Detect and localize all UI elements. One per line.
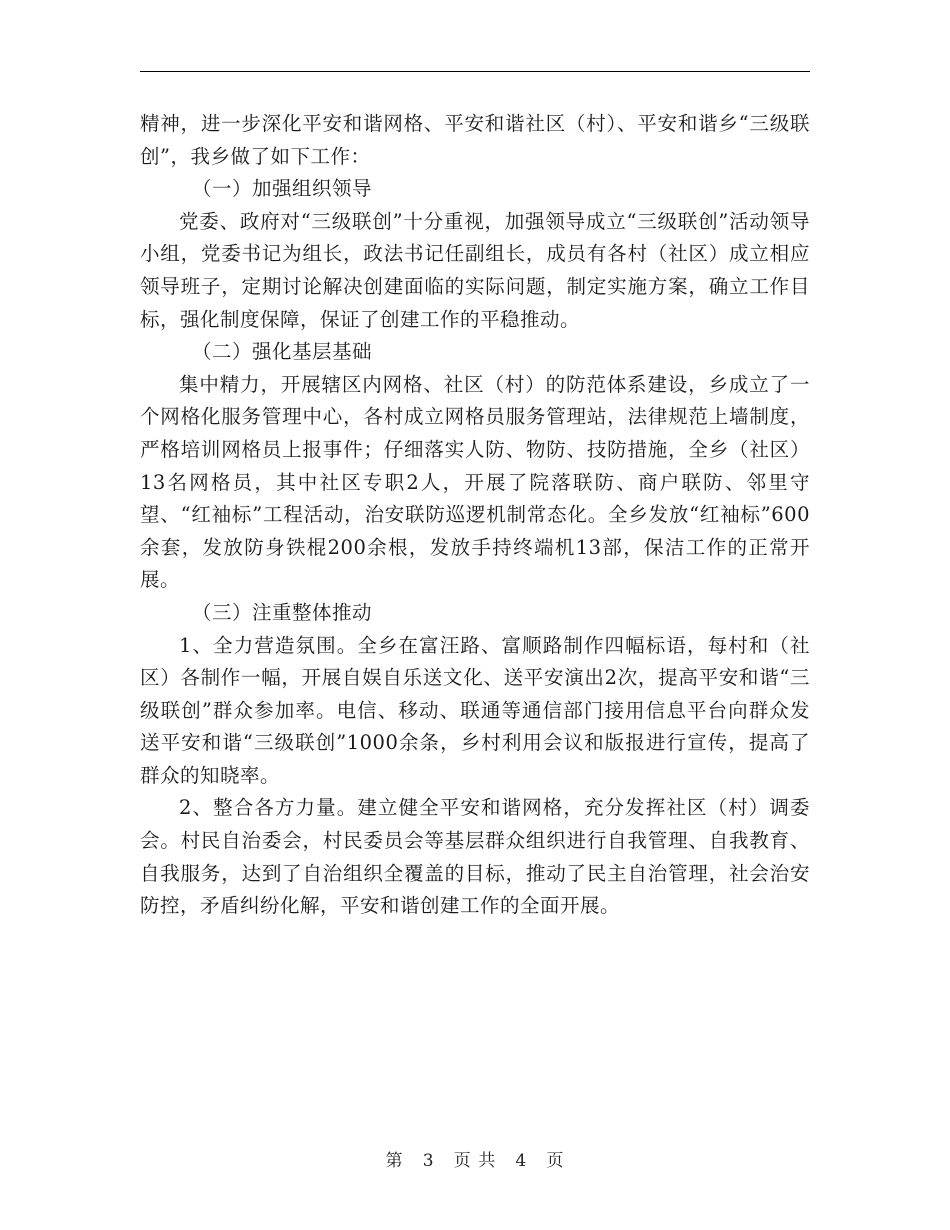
section-heading-3: （三）注重整体推动 xyxy=(192,600,373,624)
section-heading-1: （一）加强组织领导 xyxy=(192,177,373,201)
paragraph-organization: 党委、政府对“三级联创”十分重视，加强领导成立“三级联创”活动领导小组，党委书记为组长，政法书记任副组长，成员有各村（社区）成立相应领导班子，定期讨论解决创建面临的实际问题，制定实施方案，确立工作目标，强化制度保障，保证了创建工作的平稳推动。 xyxy=(140,209,810,331)
footer-total-pages: 4 xyxy=(515,1151,528,1171)
paragraph-continuation: 精神，进一步深化平安和谐网格、平安和谐社区（村）、平安和谐乡“三级联创”，我乡做了如下工作： xyxy=(140,112,810,168)
document-body xyxy=(140,108,810,923)
section-heading-2: （二）强化基层基础 xyxy=(192,340,373,364)
paragraph-integration: 2、整合各方力量。建立健全平安和谐网格，充分发挥社区（村）调委会。村民自治委会，村民委员会等基层群众组织进行自我管理、自我教育、自我服务，达到了自治组织全覆盖的目标，推动了民主自治管理，社会治安防控，矛盾纠纷化解，平安和谐创建工作的全面开展。 xyxy=(140,796,810,918)
paragraph-grassroots: 集中精力，开展辖区内网格、社区（村）的防范体系建设，乡成立了一个网格化服务管理中心，各村成立网格员服务管理站，法律规范上墙制度，严格培训网格员上报事件；仔细落实人防、物防、技防措施，全乡（社区）13名网格员，其中社区专职2人，开展了院落联防、商户联防、邻里守望、“红袖标”工程活动，治安联防巡逻机制常态化。全乡发放“红袖标”600余套，发放防身铁棍200余根，发放手持终端机13部，保洁工作的正常开展。 xyxy=(140,372,810,592)
page-footer xyxy=(0,1146,950,1171)
paragraph-atmosphere: 1、全力营造氛围。全乡在富汪路、富顺路制作四幅标语，每村和（社区）各制作一幅，开展自娱自乐送文化、送平安演出2次，提高平安和谐“三级联创”群众参加率。电信、移动、联通等通信部门接用信息平台向群众发送平安和谐“三级联创”1000余条，乡村利用会议和版报进行宣传，提高了群众的知晓率。 xyxy=(140,633,810,787)
footer-suffix: 页 xyxy=(546,1151,565,1171)
footer-middle: 页 共 xyxy=(453,1151,497,1171)
footer-prefix: 第 xyxy=(385,1151,404,1171)
footer-current-page: 3 xyxy=(422,1151,435,1171)
header-rule xyxy=(140,71,810,72)
